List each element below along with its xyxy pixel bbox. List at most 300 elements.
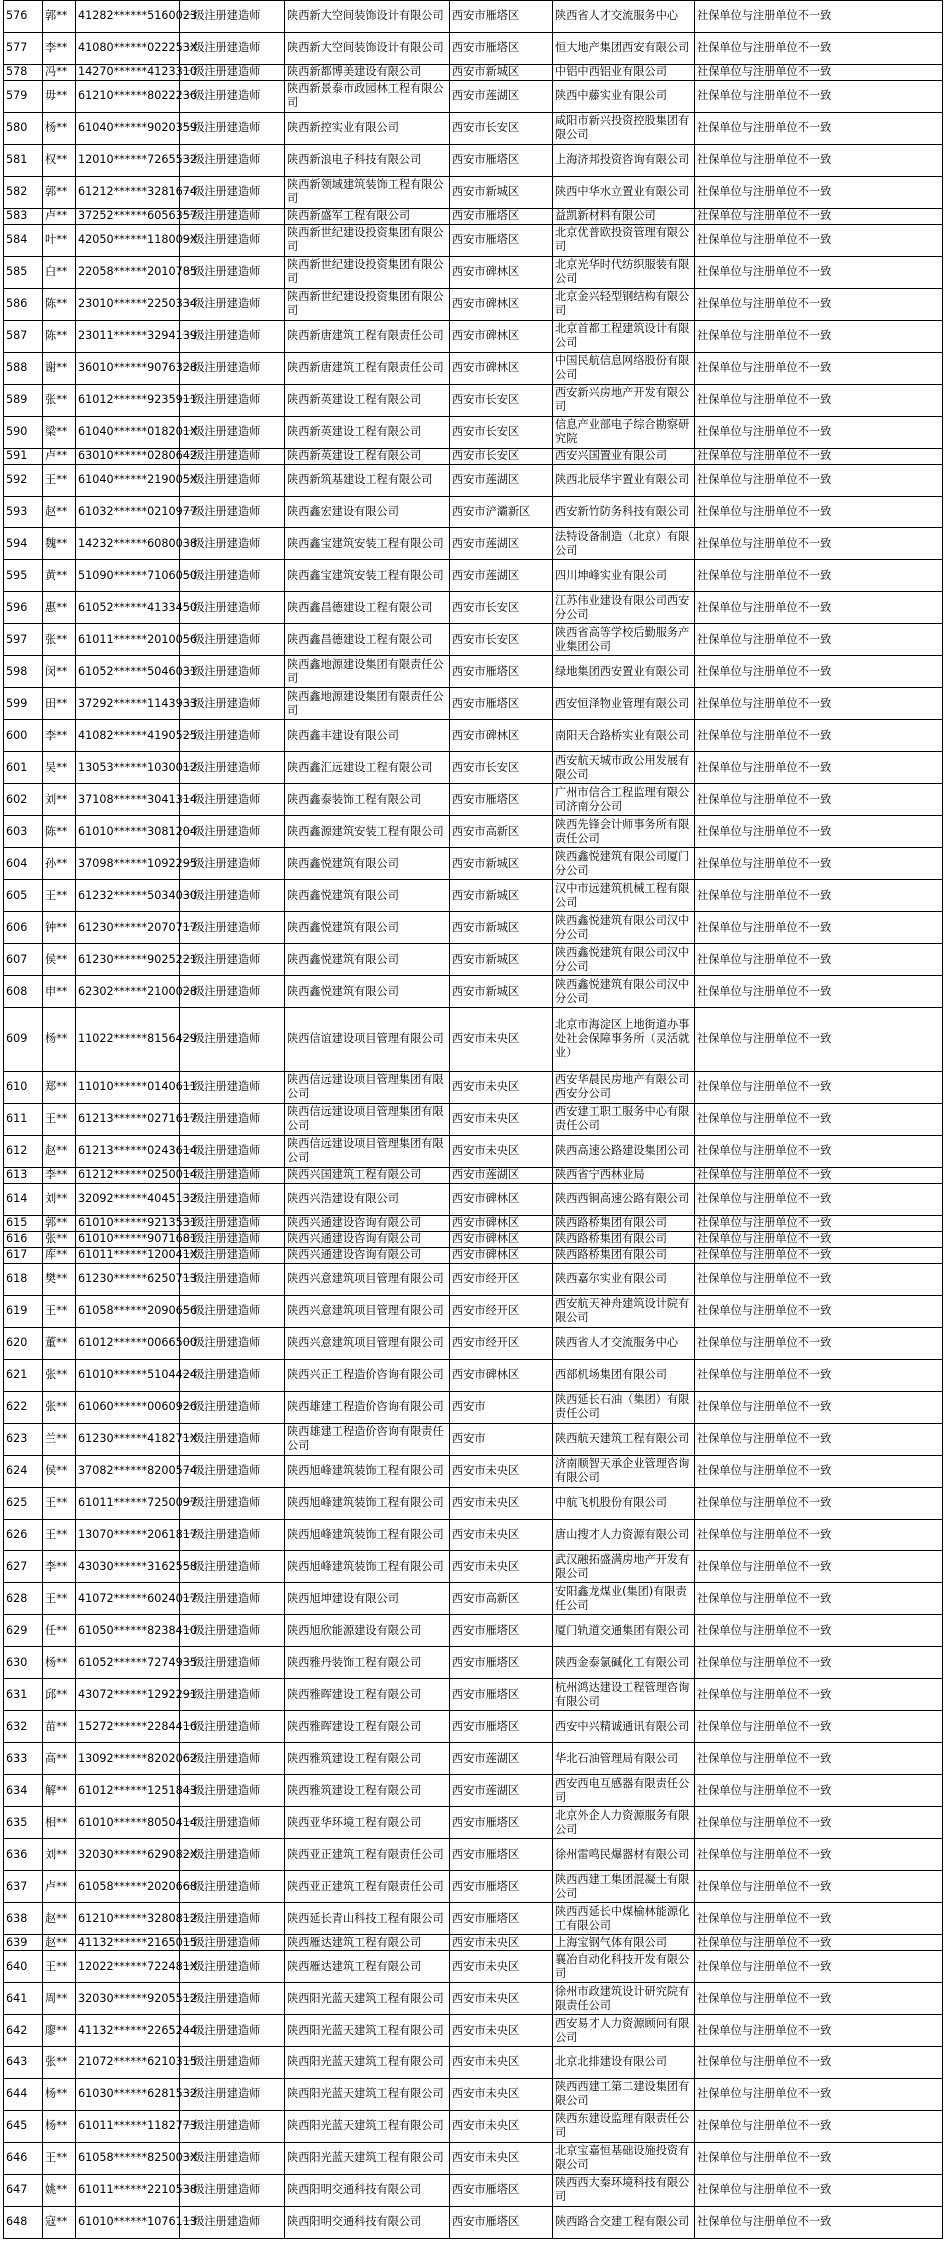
id-number-cell: 41082******4190525 <box>76 720 180 752</box>
company-location-cell: 西安市雁塔区 <box>450 1615 553 1647</box>
row-number-cell: 597 <box>4 624 43 656</box>
row-number-cell: 579 <box>4 80 43 112</box>
table-row <box>4 1615 943 1647</box>
table-row <box>4 2174 943 2206</box>
person-name-cell: 王** <box>43 1295 76 1327</box>
certificate-type-cell: 一级注册建造师 <box>180 1983 285 2015</box>
person-name-cell: 赵** <box>43 1903 76 1935</box>
row-number-cell: 619 <box>4 1295 43 1327</box>
id-number-cell: 41282******5160023 <box>76 1 180 33</box>
remark-cell: 社保单位与注册单位不一致 <box>695 1391 943 1423</box>
social-security-unit-cell: 西安华晨民房地产有限公司西安分公司 <box>553 1071 695 1103</box>
registered-company-cell: 陕西信谊建设项目管理有限公司 <box>285 1008 450 1072</box>
social-security-unit-cell: 陕西省人才交流服务中心 <box>553 1327 695 1359</box>
row-number-cell: 644 <box>4 2078 43 2110</box>
row-number-cell: 636 <box>4 1839 43 1871</box>
social-security-unit-cell: 西安西电互感器有限责任公司 <box>553 1775 695 1807</box>
registered-company-cell: 陕西兴意建筑项目管理有限公司 <box>285 1327 450 1359</box>
person-name-cell: 高** <box>43 1743 76 1775</box>
registered-company-cell: 陕西旭峰建筑装饰工程有限公司 <box>285 1455 450 1487</box>
registered-company-cell: 陕西兴通建设咨询有限公司 <box>285 1247 450 1263</box>
registered-company-cell: 陕西信远建设项目管理集团有限公司 <box>285 1103 450 1135</box>
person-name-cell: 权** <box>43 144 76 176</box>
certificate-type-cell: 一级注册建造师 <box>180 1071 285 1103</box>
company-location-cell: 西安市未央区 <box>450 1519 553 1551</box>
table-body <box>4 1 943 2239</box>
id-number-cell: 42050******118009X <box>76 224 180 256</box>
social-security-unit-cell: 陕西省高等学校后勤服务产业集团公司 <box>553 624 695 656</box>
person-name-cell: 谢** <box>43 352 76 384</box>
company-location-cell: 西安市雁塔区 <box>450 1711 553 1743</box>
certificate-type-cell: 一级注册建造师 <box>180 320 285 352</box>
registered-company-cell: 陕西阳光蓝天建筑工程有限公司 <box>285 2047 450 2079</box>
certificate-type-cell: 一级注册建造师 <box>180 592 285 624</box>
company-location-cell: 西安市未央区 <box>450 2015 553 2047</box>
certificate-type-cell: 一级注册建造师 <box>180 1711 285 1743</box>
row-number-cell: 635 <box>4 1807 43 1839</box>
social-security-unit-cell: 唐山搜才人力资源有限公司 <box>553 1519 695 1551</box>
social-security-unit-cell: 北京光华时代纺织服装有限公司 <box>553 256 695 288</box>
id-number-cell: 62302******2100028 <box>76 976 180 1008</box>
certificate-type-cell: 一级注册建造师 <box>180 816 285 848</box>
social-security-unit-cell: 陕西鑫悦建筑有限公司汉中分公司 <box>553 976 695 1008</box>
social-security-unit-cell: 上海宝钢气体有限公司 <box>553 1935 695 1951</box>
row-number-cell: 580 <box>4 112 43 144</box>
row-number-cell: 587 <box>4 320 43 352</box>
registered-company-cell: 陕西雄建工程造价咨询有限公司 <box>285 1391 450 1423</box>
row-number-cell: 593 <box>4 496 43 528</box>
table-row <box>4 1775 943 1807</box>
table-row <box>4 912 943 944</box>
social-security-unit-cell: 安阳鑫龙煤业(集团)有限责任公司 <box>553 1583 695 1615</box>
table-row <box>4 64 943 80</box>
registered-company-cell: 陕西新世纪建设投资集团有限公司 <box>285 256 450 288</box>
person-name-cell: 李** <box>43 1167 76 1183</box>
id-number-cell: 61032******0210977 <box>76 496 180 528</box>
company-location-cell: 西安市未央区 <box>450 1008 553 1072</box>
company-location-cell: 西安市雁塔区 <box>450 1903 553 1935</box>
person-name-cell: 黄** <box>43 560 76 592</box>
remark-cell: 社保单位与注册单位不一致 <box>695 752 943 784</box>
person-name-cell: 王** <box>43 1487 76 1519</box>
social-security-unit-cell: 陕西路合交建工程有限公司 <box>553 2206 695 2238</box>
row-number-cell: 618 <box>4 1263 43 1295</box>
id-number-cell: 32092******4045132 <box>76 1183 180 1215</box>
registered-company-cell: 陕西阳光蓝天建筑工程有限公司 <box>285 2142 450 2174</box>
id-number-cell: 21072******6210315 <box>76 2047 180 2079</box>
row-number-cell: 648 <box>4 2206 43 2238</box>
certificate-type-cell: 一级注册建造师 <box>180 1215 285 1231</box>
remark-cell: 社保单位与注册单位不一致 <box>695 848 943 880</box>
certificate-type-cell: 一级注册建造师 <box>180 384 285 416</box>
table-row <box>4 1359 943 1391</box>
id-number-cell: 61040******219005X <box>76 464 180 496</box>
company-location-cell: 西安市未央区 <box>450 1551 553 1583</box>
registered-company-cell: 陕西阳光蓝天建筑工程有限公司 <box>285 2078 450 2110</box>
row-number-cell: 600 <box>4 720 43 752</box>
registered-company-cell: 陕西雁达建筑工程有限公司 <box>285 1935 450 1951</box>
remark-cell: 社保单位与注册单位不一致 <box>695 2047 943 2079</box>
remark-cell: 社保单位与注册单位不一致 <box>695 2110 943 2142</box>
registered-company-cell: 陕西雅晖建设工程有限公司 <box>285 1711 450 1743</box>
remark-cell: 社保单位与注册单位不一致 <box>695 592 943 624</box>
person-name-cell: 白** <box>43 256 76 288</box>
company-location-cell: 西安市高新区 <box>450 816 553 848</box>
registered-company-cell: 陕西新都博美建设有限公司 <box>285 64 450 80</box>
row-number-cell: 595 <box>4 560 43 592</box>
id-number-cell: 61230******6250713 <box>76 1263 180 1295</box>
registered-company-cell: 陕西鑫悦建筑有限公司 <box>285 912 450 944</box>
registry-table <box>3 0 943 2239</box>
social-security-unit-cell: 陕西鑫悦建筑有限公司汉中分公司 <box>553 944 695 976</box>
table-row <box>4 1247 943 1263</box>
registered-company-cell: 陕西亚华环境工程有限公司 <box>285 1807 450 1839</box>
table-row <box>4 1455 943 1487</box>
row-number-cell: 584 <box>4 224 43 256</box>
person-name-cell: 赵** <box>43 1135 76 1167</box>
person-name-cell: 卢** <box>43 208 76 224</box>
remark-cell: 社保单位与注册单位不一致 <box>695 1263 943 1295</box>
row-number-cell: 613 <box>4 1167 43 1183</box>
certificate-type-cell: 一级注册建造师 <box>180 1327 285 1359</box>
certificate-type-cell: 一级注册建造师 <box>180 656 285 688</box>
row-number-cell: 627 <box>4 1551 43 1583</box>
registered-company-cell: 陕西鑫汇远建设工程有限公司 <box>285 752 450 784</box>
certificate-type-cell: 一级注册建造师 <box>180 848 285 880</box>
company-location-cell: 西安市雁塔区 <box>450 1807 553 1839</box>
social-security-unit-cell: 陕西省宁西林业局 <box>553 1167 695 1183</box>
person-name-cell: 姚** <box>43 2174 76 2206</box>
table-row <box>4 752 943 784</box>
social-security-unit-cell: 陕西西铜高速公路有限公司 <box>553 1183 695 1215</box>
registered-company-cell: 陕西雅晖建设工程有限公司 <box>285 1679 450 1711</box>
row-number-cell: 640 <box>4 1951 43 1983</box>
id-number-cell: 14270******4123310 <box>76 64 180 80</box>
remark-cell: 社保单位与注册单位不一致 <box>695 384 943 416</box>
id-number-cell: 61012******0066500 <box>76 1327 180 1359</box>
table-row <box>4 80 943 112</box>
remark-cell: 社保单位与注册单位不一致 <box>695 1135 943 1167</box>
table-row <box>4 1423 943 1455</box>
social-security-unit-cell: 陕西鑫悦建筑有限公司厦门分公司 <box>553 848 695 880</box>
company-location-cell: 西安市雁塔区 <box>450 656 553 688</box>
social-security-unit-cell: 陕西路桥集团有限公司 <box>553 1215 695 1231</box>
remark-cell: 社保单位与注册单位不一致 <box>695 2142 943 2174</box>
id-number-cell: 61011******2210538 <box>76 2174 180 2206</box>
table-row <box>4 656 943 688</box>
person-name-cell: 侯** <box>43 944 76 976</box>
id-number-cell: 61011******1182773 <box>76 2110 180 2142</box>
company-location-cell: 西安市未央区 <box>450 2078 553 2110</box>
remark-cell: 社保单位与注册单位不一致 <box>695 1551 943 1583</box>
social-security-unit-cell: 陕西西建工第二建设集团有限公司 <box>553 2078 695 2110</box>
certificate-type-cell: 一级注册建造师 <box>180 496 285 528</box>
certificate-type-cell: 一级注册建造师 <box>180 1391 285 1423</box>
table-row <box>4 1327 943 1359</box>
social-security-unit-cell: 陕西嘉尔实业有限公司 <box>553 1263 695 1295</box>
row-number-cell: 586 <box>4 288 43 320</box>
company-location-cell: 西安市雁塔区 <box>450 208 553 224</box>
registered-company-cell: 陕西阳光蓝天建筑工程有限公司 <box>285 2110 450 2142</box>
row-number-cell: 583 <box>4 208 43 224</box>
table-row <box>4 1231 943 1247</box>
registered-company-cell: 陕西雁达建筑工程有限公司 <box>285 1951 450 1983</box>
company-location-cell: 西安市未央区 <box>450 1103 553 1135</box>
registered-company-cell: 陕西旭峰建筑装饰工程有限公司 <box>285 1487 450 1519</box>
table-row <box>4 592 943 624</box>
company-location-cell: 西安市雁塔区 <box>450 784 553 816</box>
certificate-type-cell: 一级注册建造师 <box>180 1231 285 1247</box>
person-name-cell: 李** <box>43 720 76 752</box>
certificate-type-cell: 一级注册建造师 <box>180 2110 285 2142</box>
person-name-cell: 郭** <box>43 176 76 208</box>
row-number-cell: 588 <box>4 352 43 384</box>
person-name-cell: 任** <box>43 1615 76 1647</box>
id-number-cell: 43072******1292291 <box>76 1679 180 1711</box>
row-number-cell: 625 <box>4 1487 43 1519</box>
row-number-cell: 621 <box>4 1359 43 1391</box>
company-location-cell: 西安市雁塔区 <box>450 1679 553 1711</box>
certificate-type-cell: 一级注册建造师 <box>180 352 285 384</box>
company-location-cell: 西安市未央区 <box>450 1487 553 1519</box>
registered-company-cell: 陕西阳光蓝天建筑工程有限公司 <box>285 1983 450 2015</box>
person-name-cell: 杨** <box>43 1647 76 1679</box>
row-number-cell: 604 <box>4 848 43 880</box>
company-location-cell: 西安市浐灞新区 <box>450 496 553 528</box>
remark-cell: 社保单位与注册单位不一致 <box>695 1839 943 1871</box>
registered-company-cell: 陕西新大空间装饰设计有限公司 <box>285 1 450 33</box>
certificate-type-cell: 一级注册建造师 <box>180 2047 285 2079</box>
company-location-cell: 西安市雁塔区 <box>450 2174 553 2206</box>
remark-cell: 社保单位与注册单位不一致 <box>695 2015 943 2047</box>
id-number-cell: 61040******9020359 <box>76 112 180 144</box>
row-number-cell: 609 <box>4 1008 43 1072</box>
row-number-cell: 612 <box>4 1135 43 1167</box>
certificate-type-cell: 一级注册建造师 <box>180 1903 285 1935</box>
registered-company-cell: 陕西新控实业有限公司 <box>285 112 450 144</box>
remark-cell: 社保单位与注册单位不一致 <box>695 720 943 752</box>
table-row <box>4 1743 943 1775</box>
id-number-cell: 61052******4133450 <box>76 592 180 624</box>
person-name-cell: 赵** <box>43 496 76 528</box>
row-number-cell: 622 <box>4 1391 43 1423</box>
id-number-cell: 61010******5104424 <box>76 1359 180 1391</box>
id-number-cell: 61012******1251843 <box>76 1775 180 1807</box>
person-name-cell: 张** <box>43 2047 76 2079</box>
id-number-cell: 61010******8050414 <box>76 1807 180 1839</box>
table-row <box>4 1711 943 1743</box>
registered-company-cell: 陕西旭欣能源建设有限公司 <box>285 1615 450 1647</box>
social-security-unit-cell: 西安建工职工服务中心有限责任公司 <box>553 1103 695 1135</box>
company-location-cell: 西安市雁塔区 <box>450 2206 553 2238</box>
remark-cell: 社保单位与注册单位不一致 <box>695 944 943 976</box>
table-row <box>4 1391 943 1423</box>
row-number-cell: 646 <box>4 2142 43 2174</box>
person-name-cell: 廖** <box>43 2015 76 2047</box>
remark-cell: 社保单位与注册单位不一致 <box>695 656 943 688</box>
social-security-unit-cell: 四川坤峰实业有限公司 <box>553 560 695 592</box>
company-location-cell: 西安市长安区 <box>450 592 553 624</box>
registered-company-cell: 陕西雄建工程造价咨询有限责任公司 <box>285 1423 450 1455</box>
row-number-cell: 628 <box>4 1583 43 1615</box>
id-number-cell: 61011******7250097 <box>76 1487 180 1519</box>
person-name-cell: 樊** <box>43 1263 76 1295</box>
registered-company-cell: 陕西新英建设工程有限公司 <box>285 416 450 448</box>
table-row <box>4 416 943 448</box>
remark-cell: 社保单位与注册单位不一致 <box>695 64 943 80</box>
company-location-cell: 西安市未央区 <box>450 1135 553 1167</box>
row-number-cell: 631 <box>4 1679 43 1711</box>
social-security-unit-cell: 陕西东建设监理有限责任公司 <box>553 2110 695 2142</box>
registered-company-cell: 陕西新浪电子科技有限公司 <box>285 144 450 176</box>
person-name-cell: 魏** <box>43 528 76 560</box>
table-row <box>4 560 943 592</box>
certificate-type-cell: 一级注册建造师 <box>180 1807 285 1839</box>
registered-company-cell: 陕西雅筑建设工程有限公司 <box>285 1775 450 1807</box>
remark-cell: 社保单位与注册单位不一致 <box>695 1679 943 1711</box>
table-row <box>4 1839 943 1871</box>
table-row <box>4 496 943 528</box>
certificate-type-cell: 一级注册建造师 <box>180 2206 285 2238</box>
person-name-cell: 赵** <box>43 1935 76 1951</box>
social-security-unit-cell: 西安恒泽物业管理有限公司 <box>553 688 695 720</box>
certificate-type-cell: 一级注册建造师 <box>180 1167 285 1183</box>
person-name-cell: 钟** <box>43 912 76 944</box>
social-security-unit-cell: 上海济邦投资咨询有限公司 <box>553 144 695 176</box>
table-row <box>4 1807 943 1839</box>
id-number-cell: 61010******9071681 <box>76 1231 180 1247</box>
table-row <box>4 1647 943 1679</box>
row-number-cell: 633 <box>4 1743 43 1775</box>
social-security-unit-cell: 恒大地产集团西安有限公司 <box>553 32 695 64</box>
row-number-cell: 605 <box>4 880 43 912</box>
company-location-cell: 西安市 <box>450 1391 553 1423</box>
table-row <box>4 1903 943 1935</box>
id-number-cell: 61010******3081204 <box>76 816 180 848</box>
registered-company-cell: 陕西新英建设工程有限公司 <box>285 384 450 416</box>
company-location-cell: 西安市莲湖区 <box>450 464 553 496</box>
social-security-unit-cell: 华北石油管理局有限公司 <box>553 1743 695 1775</box>
registered-company-cell: 陕西兴意建筑项目管理有限公司 <box>285 1295 450 1327</box>
registered-company-cell: 陕西鑫丰建设有限公司 <box>285 720 450 752</box>
table-row <box>4 1679 943 1711</box>
registered-company-cell: 陕西鑫泰装饰工程有限公司 <box>285 784 450 816</box>
person-name-cell: 卢** <box>43 448 76 464</box>
row-number-cell: 626 <box>4 1519 43 1551</box>
company-location-cell: 西安市长安区 <box>450 448 553 464</box>
company-location-cell: 西安市 <box>450 1423 553 1455</box>
remark-cell: 社保单位与注册单位不一致 <box>695 112 943 144</box>
row-number-cell: 647 <box>4 2174 43 2206</box>
social-security-unit-cell: 西安兴国置业有限公司 <box>553 448 695 464</box>
company-location-cell: 西安市碑林区 <box>450 288 553 320</box>
person-name-cell: 叶** <box>43 224 76 256</box>
company-location-cell: 西安市未央区 <box>450 1983 553 2015</box>
table-row <box>4 1551 943 1583</box>
certificate-type-cell: 一级注册建造师 <box>180 1263 285 1295</box>
certificate-type-cell: 一级注册建造师 <box>180 944 285 976</box>
registered-company-cell: 陕西鑫宝建筑安装工程有限公司 <box>285 560 450 592</box>
social-security-unit-cell: 西安中兴精诚通讯有限公司 <box>553 1711 695 1743</box>
remark-cell: 社保单位与注册单位不一致 <box>695 1647 943 1679</box>
id-number-cell: 61058******2090656 <box>76 1295 180 1327</box>
row-number-cell: 630 <box>4 1647 43 1679</box>
person-name-cell: 孙** <box>43 848 76 880</box>
remark-cell: 社保单位与注册单位不一致 <box>695 1008 943 1072</box>
id-number-cell: 61010******1076113 <box>76 2206 180 2238</box>
certificate-type-cell: 一级注册建造师 <box>180 464 285 496</box>
certificate-type-cell: 一级注册建造师 <box>180 976 285 1008</box>
row-number-cell: 608 <box>4 976 43 1008</box>
certificate-type-cell: 一级注册建造师 <box>180 224 285 256</box>
company-location-cell: 西安市未央区 <box>450 1935 553 1951</box>
remark-cell: 社保单位与注册单位不一致 <box>695 1183 943 1215</box>
row-number-cell: 642 <box>4 2015 43 2047</box>
id-number-cell: 37098******1092295 <box>76 848 180 880</box>
row-number-cell: 629 <box>4 1615 43 1647</box>
row-number-cell: 624 <box>4 1455 43 1487</box>
remark-cell: 社保单位与注册单位不一致 <box>695 624 943 656</box>
table-row <box>4 320 943 352</box>
company-location-cell: 西安市未央区 <box>450 2047 553 2079</box>
remark-cell: 社保单位与注册单位不一致 <box>695 880 943 912</box>
table-row <box>4 720 943 752</box>
id-number-cell: 61230******9025221 <box>76 944 180 976</box>
person-name-cell: 张** <box>43 1231 76 1247</box>
remark-cell: 社保单位与注册单位不一致 <box>695 1359 943 1391</box>
remark-cell: 社保单位与注册单位不一致 <box>695 224 943 256</box>
table-row <box>4 208 943 224</box>
id-number-cell: 61060******0060926 <box>76 1391 180 1423</box>
row-number-cell: 641 <box>4 1983 43 2015</box>
row-number-cell: 645 <box>4 2110 43 2142</box>
certificate-type-cell: 一级注册建造师 <box>180 1455 285 1487</box>
certificate-type-cell: 一级注册建造师 <box>180 208 285 224</box>
social-security-unit-cell: 北京首都工程建筑设计有限公司 <box>553 320 695 352</box>
registered-company-cell: 陕西阳明交通科技有限公司 <box>285 2174 450 2206</box>
table-row <box>4 464 943 496</box>
social-security-unit-cell: 陕西航天建筑工程有限公司 <box>553 1423 695 1455</box>
registered-company-cell: 陕西兴国建筑工程有限公司 <box>285 1167 450 1183</box>
id-number-cell: 63010******0280642 <box>76 448 180 464</box>
row-number-cell: 591 <box>4 448 43 464</box>
social-security-unit-cell: 北京优普欧投资管理有限公司 <box>553 224 695 256</box>
id-number-cell: 32030******629082X <box>76 1839 180 1871</box>
certificate-type-cell: 一级注册建造师 <box>180 1951 285 1983</box>
id-number-cell: 61050******8238410 <box>76 1615 180 1647</box>
certificate-type-cell: 一级注册建造师 <box>180 176 285 208</box>
registered-company-cell: 陕西兴浩建设有限公司 <box>285 1183 450 1215</box>
id-number-cell: 41132******2265244 <box>76 2015 180 2047</box>
registered-company-cell: 陕西亚正建筑工程有限责任公司 <box>285 1839 450 1871</box>
table-row <box>4 1071 943 1103</box>
registered-company-cell: 陕西旭峰建筑装饰工程有限公司 <box>285 1519 450 1551</box>
company-location-cell: 西安市碑林区 <box>450 1183 553 1215</box>
company-location-cell: 西安市碑林区 <box>450 320 553 352</box>
certificate-type-cell: 一级注册建造师 <box>180 1647 285 1679</box>
table-row <box>4 1215 943 1231</box>
certificate-type-cell: 一级注册建造师 <box>180 112 285 144</box>
certificate-type-cell: 一级注册建造师 <box>180 2174 285 2206</box>
id-number-cell: 32030******9205512 <box>76 1983 180 2015</box>
remark-cell: 社保单位与注册单位不一致 <box>695 176 943 208</box>
row-number-cell: 596 <box>4 592 43 624</box>
person-name-cell: 杨** <box>43 2078 76 2110</box>
certificate-type-cell: 一级注册建造师 <box>180 1551 285 1583</box>
table-row <box>4 2047 943 2079</box>
certificate-type-cell: 一级注册建造师 <box>180 560 285 592</box>
person-name-cell: 冯** <box>43 64 76 80</box>
